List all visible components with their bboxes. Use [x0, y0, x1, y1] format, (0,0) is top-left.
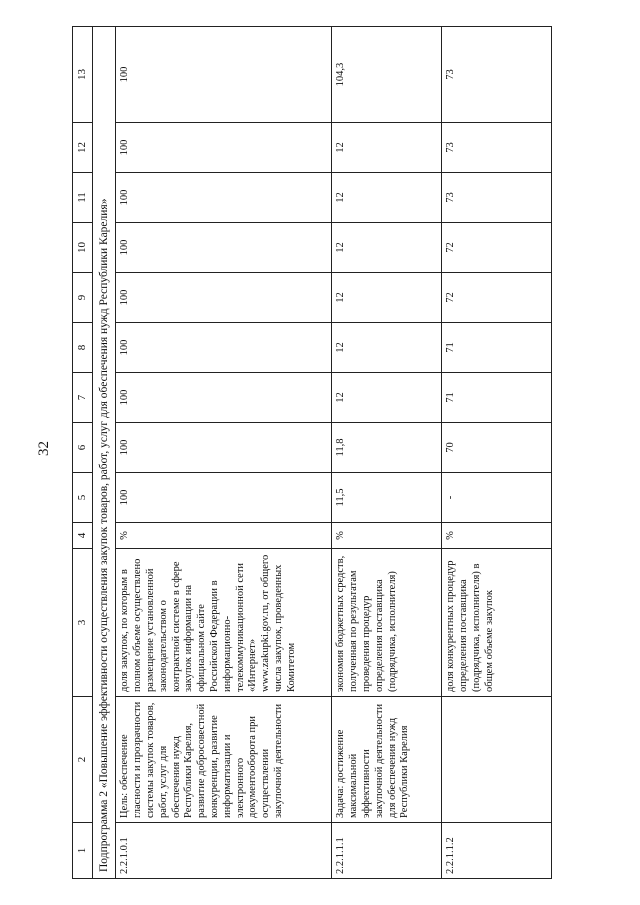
row-value: 12 [332, 323, 442, 373]
page-number: 32 [36, 441, 52, 456]
row-indicator: доля конкурентных процедур определения поставщика (подрядчика, исполнителя) в общем объеме закупок [442, 549, 552, 697]
header-cell: 4 [73, 523, 93, 549]
row-value: 100 [116, 373, 332, 423]
row-value: 73 [442, 123, 552, 173]
row-value: 11,8 [332, 423, 442, 473]
row-value: 100 [116, 323, 332, 373]
row-value: 100 [116, 123, 332, 173]
row-value: 12 [332, 273, 442, 323]
rotated-page [72, 33, 590, 879]
row-value: 100 [116, 473, 332, 523]
row-goal: Задача: достижение максимальной эффективности закупочной деятельности для обеспечения нужд Республики Карелия [332, 697, 442, 823]
row-value: 12 [332, 173, 442, 223]
row-code: 2.2.1.0.1 [116, 823, 332, 879]
row-goal: Цель: обеспечение гласности и прозрачности системы закупок товаров, работ, услуг для обеспечения нужд Республики Карелия, развитие добросовестной конкуренции, развитие информатизации и электронного документооборота при осуществлении закупочной деятельности [116, 697, 332, 823]
row-indicator: доля закупок, по которым в полном объеме осуществлено размещение установленной законодательством о контрактной системе в сфере закупок информации на официальном сайте Российской Федерации в информационно-телекоммуникационной сети «Интернет» www.zakupki.gov.ru, от общего числа закупок, проведенных Комитетом [116, 549, 332, 697]
row-value: 72 [442, 273, 552, 323]
header-cell: 11 [73, 173, 93, 223]
row-code: 2.2.1.1.1 [332, 823, 442, 879]
header-cell: 3 [73, 549, 93, 697]
row-value: 72 [442, 223, 552, 273]
row-value: 104,3 [332, 27, 442, 123]
table-row [332, 27, 442, 879]
row-value: 12 [332, 373, 442, 423]
subprogram-row [93, 27, 116, 879]
header-row [73, 27, 93, 879]
header-cell: 6 [73, 423, 93, 473]
row-unit: % [116, 523, 332, 549]
header-cell: 9 [73, 273, 93, 323]
header-cell: 10 [73, 223, 93, 273]
header-cell: 1 [73, 823, 93, 879]
indicators-table [72, 26, 552, 879]
row-value: 100 [116, 273, 332, 323]
row-value: 70 [442, 423, 552, 473]
row-value: 71 [442, 373, 552, 423]
row-indicator: экономия бюджетных средств, полученная по результатам проведения процедур определения поставщика (подрядчика, исполнителя) [332, 549, 442, 697]
row-value: 73 [442, 27, 552, 123]
row-value: 73 [442, 173, 552, 223]
row-value: 100 [116, 423, 332, 473]
row-value: 100 [116, 173, 332, 223]
row-value: 100 [116, 27, 332, 123]
header-cell: 8 [73, 323, 93, 373]
header-cell: 5 [73, 473, 93, 523]
subprogram-title: Подпрограмма 2 «Повышение эффективности осуществления закупок товаров, работ, услуг для обеспечения нужд Республики Карелия» [93, 27, 116, 879]
row-unit: % [442, 523, 552, 549]
header-cell: 12 [73, 123, 93, 173]
row-value: 12 [332, 123, 442, 173]
row-unit: % [332, 523, 442, 549]
row-goal [442, 697, 552, 823]
row-value: 12 [332, 223, 442, 273]
header-cell: 7 [73, 373, 93, 423]
row-value: 71 [442, 323, 552, 373]
table-row [116, 27, 332, 879]
table-row [442, 27, 552, 879]
row-code: 2.2.1.1.2 [442, 823, 552, 879]
header-cell: 13 [73, 27, 93, 123]
header-cell: 2 [73, 697, 93, 823]
row-value: - [442, 473, 552, 523]
row-value: 11,5 [332, 473, 442, 523]
row-value: 100 [116, 223, 332, 273]
